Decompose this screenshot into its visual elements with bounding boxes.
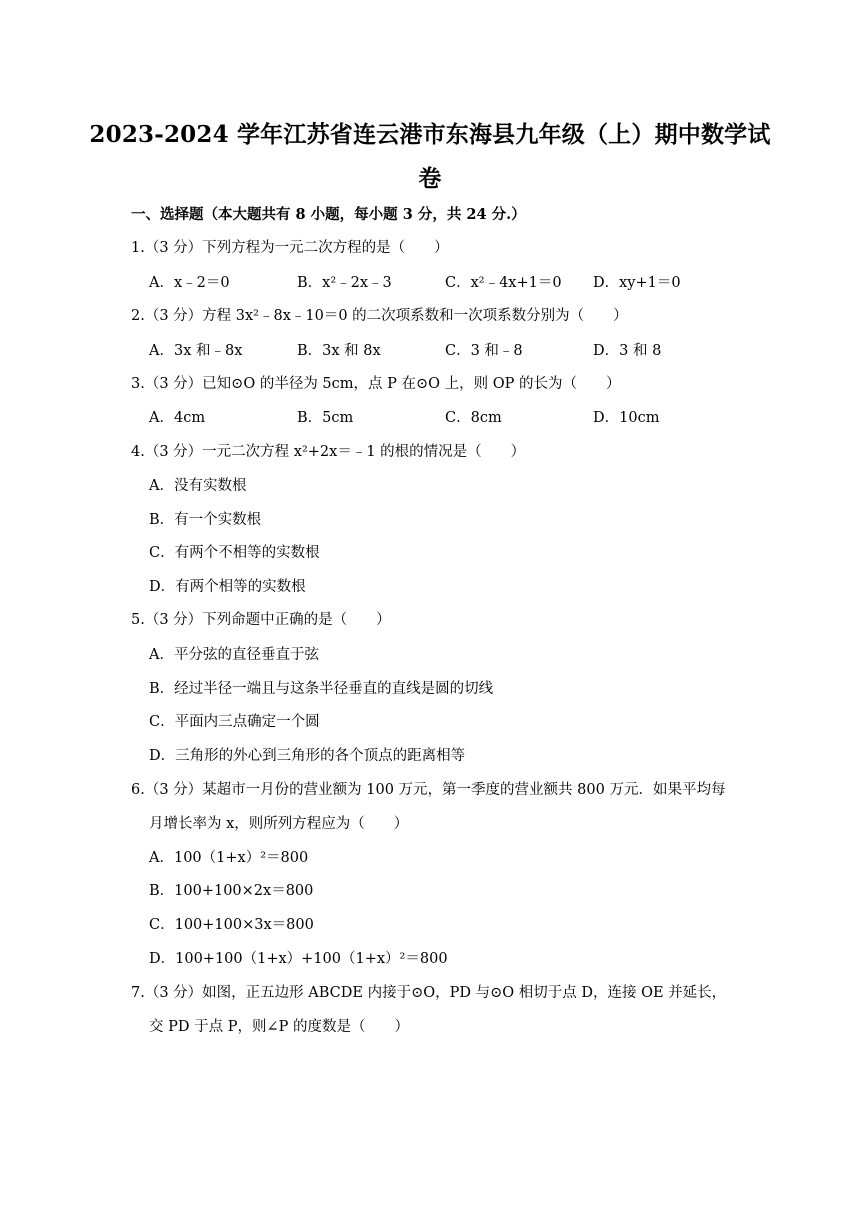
question-7-stem: 7.（3 分）如图，正五边形 ABCDE 内接于⊙O，PD 与⊙O 相切于点 D，连接 OE 并延长， [131,985,727,1001]
q5-option-d: D．三角形的外心到三角形的各个顶点的距离相等 [149,748,466,764]
q4-option-d: D．有两个相等的实数根 [149,579,306,595]
question-1-stem: 1.（3 分）下列方程为一元二次方程的是（ ） [131,240,449,256]
q5-option-a: A．平分弦的直径垂直于弦 [149,647,319,663]
section-heading: 一、选择题（本大题共有 8 小题，每小题 3 分，共 24 分.） [131,206,526,223]
q5-option-b: B．经过半径一端且与这条半径垂直的直线是圆的切线 [149,681,494,697]
q2-option-b: B．3x 和 8x [297,343,381,359]
q4-option-b: B．有一个实数根 [149,512,262,528]
question-4-stem: 4.（3 分）一元二次方程 x²+2x＝﹣1 的根的情况是（ ） [131,444,526,460]
q6-option-b: B．100+100×2x＝800 [149,883,314,899]
q1-option-c: C．x²﹣4x+1＝0 [445,275,562,291]
q4-option-c: C．有两个不相等的实数根 [149,545,320,561]
q1-option-d: D．xy+1＝0 [593,275,681,291]
q2-option-d: D．3 和 8 [593,343,662,359]
question-3-stem: 3.（3 分）已知⊙O 的半径为 5cm，点 P 在⊙O 上，则 OP 的长为（ ） [131,376,621,392]
question-2-stem: 2.（3 分）方程 3x²﹣8x﹣10＝0 的二次项系数和一次项系数分别为（ ） [131,308,628,324]
q6-option-a: A．100（1+x）²＝800 [149,850,309,866]
question-7-stem-cont: 交 PD 于点 P，则∠P 的度数是（ ） [149,1019,409,1035]
q2-option-c: C．3 和﹣8 [445,343,523,359]
q3-option-a: A．4cm [149,410,206,426]
question-6-stem: 6.（3 分）某超市一月份的营业额为 100 万元，第一季度的营业额共 800 万元．如果平均每 [131,782,726,798]
q4-option-a: A．没有实数根 [149,478,247,494]
q3-option-d: D．10cm [593,410,660,426]
q5-option-c: C．平面内三点确定一个圆 [149,714,320,730]
q3-option-c: C．8cm [445,410,502,426]
q2-option-a: A．3x 和﹣8x [149,343,243,359]
question-5-stem: 5.（3 分）下列命题中正确的是（ ） [131,612,391,628]
q3-option-b: B．5cm [297,410,354,426]
question-6-stem-cont: 月增长率为 x，则所列方程应为（ ） [149,816,409,832]
exam-title-line-2: 卷 [418,165,442,192]
exam-title-line-1: 2023-2024 学年江苏省连云港市东海县九年级（上）期中数学试 [89,121,771,148]
q6-option-c: C．100+100×3x＝800 [149,917,314,933]
q1-option-a: A．x﹣2＝0 [149,275,230,291]
q6-option-d: D．100+100（1+x）+100（1+x）²＝800 [149,951,448,967]
q1-option-b: B．x²﹣2x﹣3 [297,275,392,291]
